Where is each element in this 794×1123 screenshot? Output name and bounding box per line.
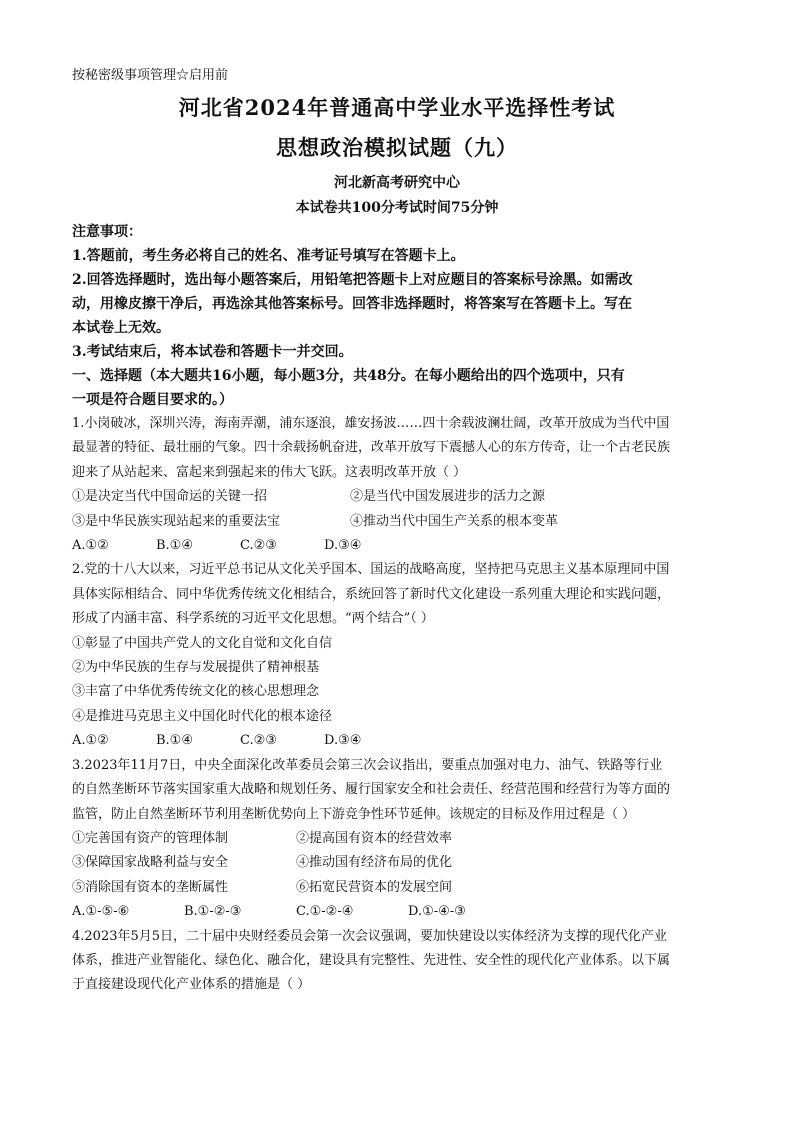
statement: ②是当代中国发展进步的活力之源 [350, 489, 546, 505]
notice-item: 动，用橡皮擦干净后，再选涂其他答案标号。回答非选择题时，将答案写在答题卡上。写在 [72, 296, 632, 312]
question-text: 迎来了从站起来、富起来到强起来的伟大飞跃。这表明改革开放（ ） [72, 464, 467, 480]
question-text: 1.小岗破冰，深圳兴涛，海南弄潮，浦东逐浪，雄安扬波……四十余载波澜壮阔，改革开放成为当代中国 [72, 416, 670, 431]
question-1 [72, 412, 722, 558]
exam-title: 河北省2024年普通高中学业水平选择性考试 [178, 95, 616, 120]
answer-choices [72, 729, 722, 753]
choice-d: D.③④ [324, 538, 362, 554]
question-2 [72, 558, 722, 753]
question-text: 3.2023年11月7日，中央全面深化改革委员会第三次会议指出，要重点加强对电力、油气、铁路等行业 [72, 757, 663, 773]
answer-choices [72, 900, 722, 924]
choice-c: C.②③ [240, 733, 277, 749]
choice-b: B.①-②-③ [184, 904, 242, 920]
statement: ④推动国有经济布局的优化 [296, 855, 453, 871]
question-4 [72, 925, 722, 998]
secrecy-label: 按秘密级事项管理☆启用前 [72, 68, 229, 83]
statement: ⑥拓宽民营资本的发展空间 [296, 879, 453, 895]
question-3 [72, 754, 722, 925]
choice-b: B.①④ [156, 733, 193, 749]
statement: ③丰富了中华优秀传统文化的核心思想理念 [72, 684, 320, 700]
statement-row [72, 876, 722, 900]
statement: ②提高国有资本的经营效率 [296, 830, 453, 846]
statement: ④推动当代中国生产关系的根本变革 [350, 513, 559, 529]
question-text: 于直接建设现代化产业体系的措施是（ ） [72, 977, 311, 993]
statement: ③是中华民族实现站起来的重要法宝 [72, 513, 281, 529]
choice-a: A.①② [72, 538, 109, 554]
statement: ④是推进马克思主义中国化时代化的根本途径 [72, 708, 333, 724]
statement: ③保障国家战略利益与安全 [72, 855, 229, 871]
choice-d: D.③④ [324, 733, 362, 749]
choice-a: A.①② [72, 733, 109, 749]
statement: ①完善国有资产的管理体制 [72, 830, 229, 846]
notice-item: 1.答题前，考生务必将自己的姓名、准考证号填写在答题卡上。 [72, 248, 465, 264]
choice-d: D.①-④-③ [408, 904, 466, 920]
notice-heading: 注意事项： [72, 224, 142, 240]
exam-body [72, 220, 722, 998]
answer-choices [72, 534, 722, 558]
notice-item: 3.考试结束后，将本试卷和答题卡一并交回。 [72, 344, 353, 360]
question-text: 最显著的特征、最壮丽的气象。四十余载扬帆奋进，改革开放写下震撼人心的东方传奇，让一个古老民族 [72, 440, 671, 456]
statement: ②为中华民族的生存与发展提供了精神根基 [72, 660, 320, 676]
question-text: 体系，推进产业智能化、绿色化、融合化，建设具有完整性、先进性、安全性的现代化产业体系。以下属 [72, 952, 671, 968]
question-text: 2.党的十八大以来，习近平总书记从文化关乎国本、国运的战略高度，坚持把马克思主义基本原理同中国 [72, 562, 670, 578]
statement-row [72, 485, 722, 509]
notice-item: 本试卷上无效。 [72, 320, 170, 336]
question-text: 4.2023年5月5日，二十届中央财经委员会第一次会议强调，要加快建设以实体经济为支撑的现代化产业 [72, 928, 668, 944]
question-text: 监管，防止自然垄断环节利用垄断优势向上下游竞争性环节延伸。该规定的目标及作用过程是（ ） [72, 806, 636, 822]
section-heading: 一、选择题（本大题共16小题，每小题3分，共48分。在每小题给出的四个选项中，只有 [72, 368, 625, 384]
choice-b: B.①④ [156, 538, 193, 554]
choice-c: C.②③ [240, 538, 277, 554]
exam-subtitle: 思想政治模拟试题（九） [276, 135, 518, 160]
choice-c: C.①-②-④ [296, 904, 354, 920]
statement: ①彰显了中国共产党人的文化自觉和文化自信 [72, 635, 333, 651]
choice-a: A.①-⑤-⑥ [72, 904, 130, 920]
organization: 河北新高考研究中心 [334, 175, 460, 191]
question-text: 具体实际相结合、同中华优秀传统文化相结合，系统回答了新时代文化建设一系列重大理论和实践问题， [72, 586, 671, 602]
section-heading: 一项是符合题目要求的。） [72, 392, 233, 408]
statement-row [72, 851, 722, 875]
exam-info: 本试卷共100分考试时间75分钟 [295, 200, 499, 216]
statement: ①是决定当代中国命运的关键一招 [72, 489, 268, 505]
statement-row [72, 827, 722, 851]
statement-row [72, 510, 722, 534]
statement: ⑤消除国有资本的垄断属性 [72, 879, 229, 895]
question-text: 的自然垄断环节落实国家重大战略和规划任务、履行国家安全和社会责任、经营范围和经营行为等方面的 [72, 782, 671, 798]
question-text: 形成了内涵丰富、科学系统的习近平文化思想。“两个结合”（ ） [72, 611, 434, 627]
notice-item: 2.回答选择题时，选出每小题答案后，用铅笔把答题卡上对应题目的答案标号涂黑。如需改 [72, 272, 633, 288]
